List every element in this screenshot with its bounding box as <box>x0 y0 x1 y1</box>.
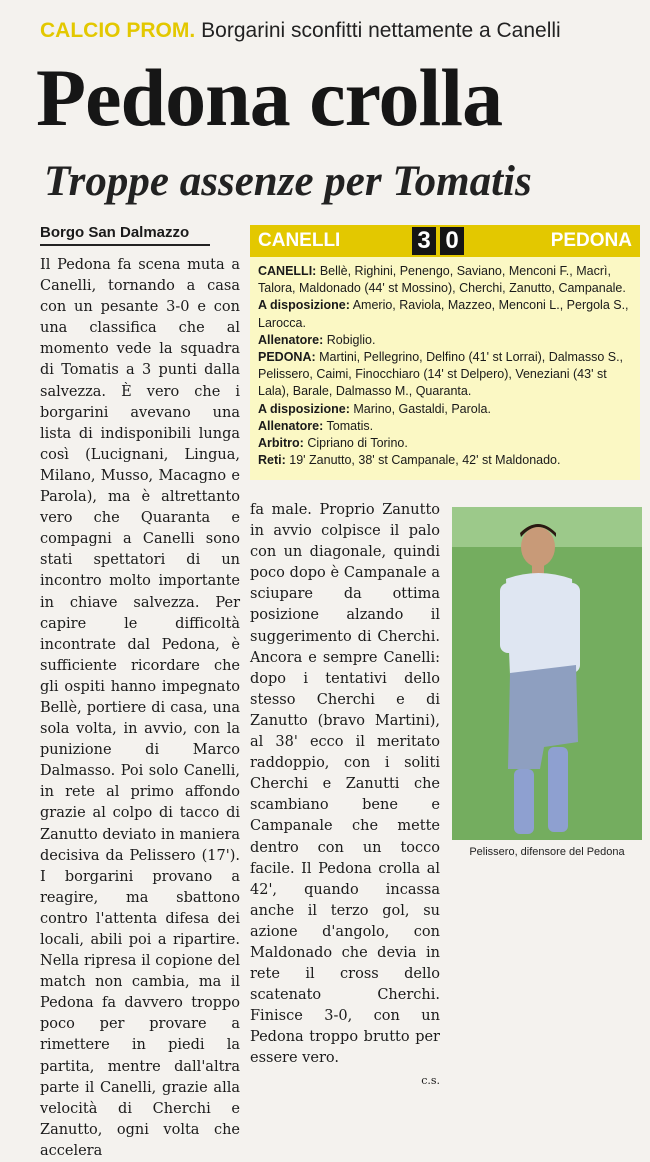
article-text-2: fa male. Proprio Zanutto in avvio colpisce il palo con un diagonale, quindi poco dopo è Campanale a sciupare da ottima posizione alzando il suggerimento di Cherchi. Ancora e sempre Canelli: dopo i tentativi dello stesso Cherchi e di Zanutto (bravo Martini), al 38' ecco il meritato raddoppio, con i soliti Cherchi e Zanutti che scambiano bene e Campanale che mette dentro con un tocco facile. Il Pedona crolla al 42', quando incassa anche il terzo gol, su azione d'angolo, con Maldonado che devia in rete il cross dello scatenato Cherchi. Finisce 3-0, con un Pedona troppo brutto per essere vero. <box>250 502 440 1067</box>
goals <box>258 452 632 469</box>
home-coach-text: Robiglio. <box>326 332 376 347</box>
away-lineup <box>258 349 632 401</box>
away-coach-label: Allenatore: <box>258 418 324 433</box>
referee-label: Arbitro: <box>258 436 304 451</box>
away-subs-text: Marino, Gastaldi, Parola. <box>353 401 491 416</box>
home-lineup-label: CANELLI: <box>258 264 317 278</box>
home-subs <box>258 297 632 331</box>
home-subs-text: Amerio, Raviola, Mazzeo, Menconi L., Pergola S., Larocca. <box>258 298 629 330</box>
referee-text: Cipriano di Torino. <box>307 436 408 451</box>
scorebox <box>250 225 640 480</box>
away-lineup-text: Martini, Pellegrino, Delfino (41' st Lorrai), Dalmasso S., Pelissero, Caimi, Finocchiaro (14' st Delpero), Veneziani (43' st Lala), Barale, Dalmasso M., Quaranta. <box>258 350 624 399</box>
article-text-1: Il Pedona fa scena muta a Canelli, tornando a casa con un pesante 3-0 e con una classifica che al momento vede la squadra di Tomatis a 3 punti dalla salvezza. È vero che i borgarini avevano una lista di indisponibili lunga così (Lucignani, Lingua, Milano, Musso, Macagno e Parola), ma è altrettanto vero che Quaranta e compagni a Canelli sono stati spettatori di un incontro molto importante in chiave salvezza. Per capire le difficoltà incontrate dal Pedona, è sufficiente ricordare che gli ospiti hanno impegnato Bellè, portiere di casa, una sola volta, in avvio, con la punizione di Marco Dalmasso. Poi solo Canelli, in rete al primo affondo grazie al colpo di tacco di Zanutto deviato in maniera decisiva da Pelissero (17'). I borgarini provano a reagire, ma sbattono contro l'attenta difesa dei locali, abili poi a ripartire. Nella ripresa il copione del match non cambia, ma il Pedona fa davvero troppo poco per provare a rimettere in piedi la partita, mentre dall'altra parte il Canelli, grazie alla velocità di Cherchi e Zanutto, ogni volta che accelera <box>40 257 241 1159</box>
referee <box>258 435 632 452</box>
home-score: 3 <box>412 227 436 255</box>
subheadline: Troppe assenze per Tomatis <box>44 158 532 205</box>
score <box>412 227 464 255</box>
signature: c.s. <box>421 1073 440 1087</box>
dateline: Borgo San Dalmazzo <box>40 222 210 246</box>
away-team: PEDONA <box>550 230 632 251</box>
home-coach-label: Allenatore: <box>258 332 324 347</box>
away-lineup-label: PEDONA: <box>258 350 316 365</box>
kicker-text: Borgarini sconfitti nettamente a Canelli <box>201 19 561 42</box>
section-tag: CALCIO PROM. <box>40 19 196 42</box>
away-subs-label: A disposizione: <box>258 401 350 416</box>
photo-caption: Pelissero, difensore del Pedona <box>469 846 625 858</box>
away-coach <box>258 418 632 435</box>
score-bar <box>250 225 640 257</box>
home-team: CANELLI <box>258 230 341 251</box>
away-coach-text: Tomatis. <box>326 418 374 433</box>
home-lineup-text: Bellè, Righini, Penengo, Saviano, Menconi F., Macrì, Talora, Maldonado (44' st Mossino), Cherchi, Zanutto, Campanale. <box>258 264 626 296</box>
goals-text: 19' Zanutto, 38' st Campanale, 42' st Maldonado. <box>289 453 561 468</box>
kicker <box>40 18 640 44</box>
away-subs <box>258 401 632 418</box>
goals-label: Reti: <box>258 453 286 468</box>
home-lineup <box>258 263 632 297</box>
article-column-1 <box>40 255 240 1162</box>
headline: Pedona crolla <box>36 52 503 143</box>
home-subs-label: A disposizione: <box>258 298 350 313</box>
lineups <box>250 257 640 469</box>
article-column-2 <box>250 500 440 1091</box>
away-score: 0 <box>440 227 464 255</box>
player-photo <box>452 507 642 840</box>
player-figure-icon <box>452 507 642 840</box>
home-coach <box>258 332 632 349</box>
